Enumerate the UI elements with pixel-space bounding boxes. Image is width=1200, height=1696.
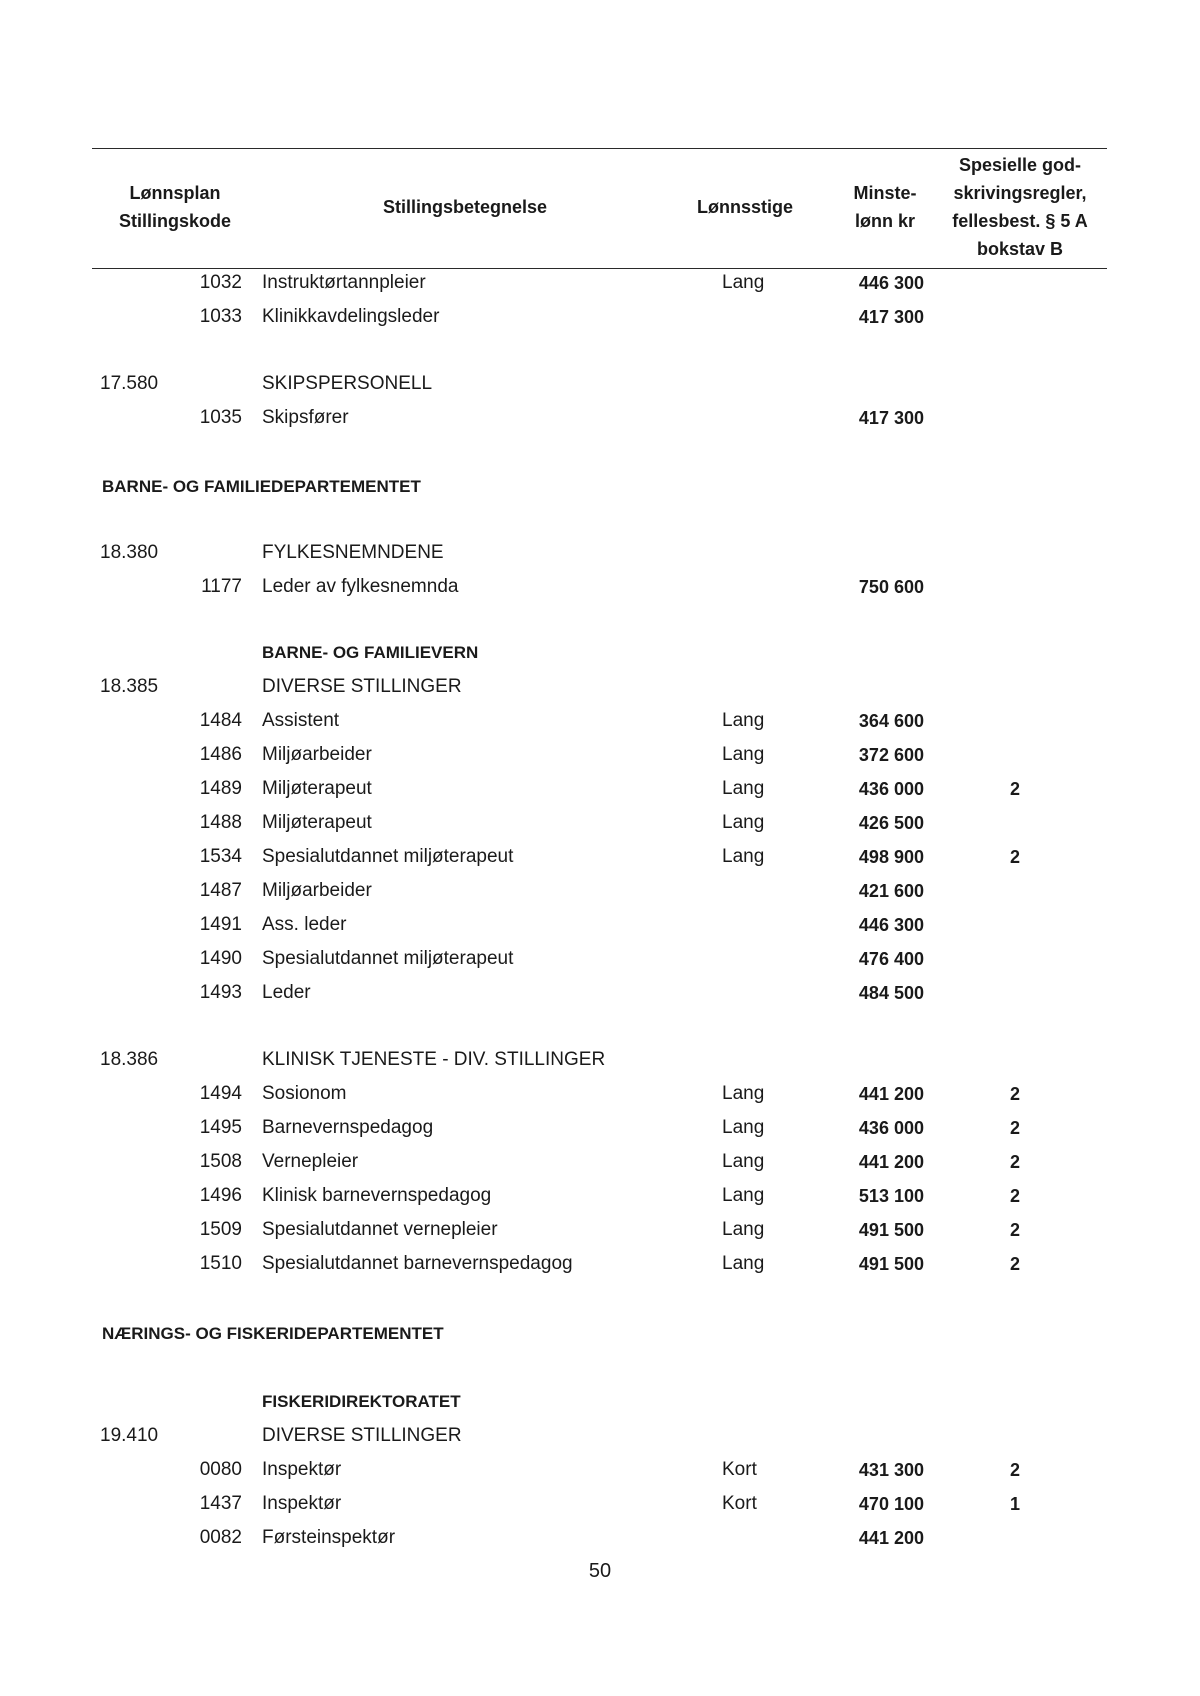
minstelonn: 431 300 xyxy=(858,1460,924,1480)
spesielle-regler: 2 xyxy=(1010,847,1021,867)
minstelonn: 436 000 xyxy=(858,779,924,799)
section-title: DIVERSE STILLINGER xyxy=(262,676,462,697)
lonnsplan-code: 18.386 xyxy=(100,1049,159,1070)
stillingsbetegnelse: Klinikkavdelingsleder xyxy=(262,306,440,327)
minstelonn: 417 300 xyxy=(858,408,924,428)
stillingsbetegnelse: Vernepleier xyxy=(262,1151,359,1172)
lonnsstige: Lang xyxy=(722,744,765,765)
minstelonn: 476 400 xyxy=(858,949,924,969)
minstelonn: 491 500 xyxy=(858,1254,924,1274)
section-row xyxy=(0,369,1200,399)
stillingsbetegnelse: Inspektør xyxy=(262,1459,342,1480)
lonnsstige: Lang xyxy=(722,1219,765,1240)
lonnsstige: Lang xyxy=(722,1151,765,1172)
table-row xyxy=(0,808,1200,838)
minstelonn: 441 200 xyxy=(858,1084,924,1104)
stillingskode: 0082 xyxy=(199,1527,242,1548)
header-stillingskode: Stillingskode xyxy=(118,211,232,231)
minstelonn: 441 200 xyxy=(858,1152,924,1172)
stillingskode: 1494 xyxy=(199,1083,242,1104)
stillingskode: 1493 xyxy=(199,982,242,1003)
lonnsplan-code: 18.385 xyxy=(100,676,159,697)
stillingsbetegnelse: Klinisk barnevernspedagog xyxy=(262,1185,492,1206)
stillingskode: 1488 xyxy=(199,812,242,833)
stillingsbetegnelse: Leder av fylkesnemnda xyxy=(262,576,459,597)
header-spesielle-line2: skrivingsregler, xyxy=(953,183,1087,203)
page-number: 50 xyxy=(588,1560,612,1582)
table-row xyxy=(0,1079,1200,1109)
header-spesielle-line4: bokstav B xyxy=(976,239,1064,259)
table-row xyxy=(0,302,1200,332)
table-row xyxy=(0,944,1200,974)
stillingskode: 1487 xyxy=(199,880,242,901)
stillingsbetegnelse: Førsteinspektør xyxy=(262,1527,396,1548)
table-row xyxy=(0,842,1200,872)
subsection-row xyxy=(0,1387,1200,1417)
minstelonn: 426 500 xyxy=(858,813,924,833)
lonnsstige: Lang xyxy=(722,812,765,833)
table-row xyxy=(0,774,1200,804)
stillingsbetegnelse: Ass. leder xyxy=(262,914,347,935)
minstelonn: 484 500 xyxy=(858,983,924,1003)
stillingsbetegnelse: Skipsfører xyxy=(262,407,349,428)
stillingskode: 1510 xyxy=(199,1253,242,1274)
header-spesielle-line3: fellesbest. § 5 A xyxy=(952,211,1088,231)
section-title: KLINISK TJENESTE - DIV. STILLINGER xyxy=(262,1049,606,1070)
stillingskode: 1033 xyxy=(199,306,242,327)
minstelonn: 436 000 xyxy=(858,1118,924,1138)
spesielle-regler: 2 xyxy=(1010,1186,1021,1206)
lonnsstige: Lang xyxy=(722,1253,765,1274)
minstelonn: 372 600 xyxy=(858,745,924,765)
stillingskode: 1509 xyxy=(199,1219,242,1240)
stillingskode: 1490 xyxy=(199,948,242,969)
lonnsstige: Lang xyxy=(722,846,765,867)
table-row xyxy=(0,1249,1200,1279)
stillingsbetegnelse: Miljøterapeut xyxy=(262,812,372,833)
spesielle-regler: 2 xyxy=(1010,1118,1021,1138)
subsection-row xyxy=(0,638,1200,668)
minstelonn: 750 600 xyxy=(858,577,924,597)
header-stillingsbetegnelse: Stillingsbetegnelse xyxy=(382,197,548,217)
header-top-rule xyxy=(92,148,1107,149)
spesielle-regler: 2 xyxy=(1010,1220,1021,1240)
lonnsstige: Lang xyxy=(722,1117,765,1138)
stillingsbetegnelse: Miljøterapeut xyxy=(262,778,372,799)
table-row xyxy=(0,403,1200,433)
department-heading: NÆRINGS- OG FISKERIDEPARTEMENTET xyxy=(102,1324,444,1343)
stillingskode: 1177 xyxy=(201,576,242,597)
spesielle-regler: 2 xyxy=(1010,1460,1021,1480)
stillingskode: 1484 xyxy=(199,710,242,731)
stillingskode: 1491 xyxy=(199,914,242,935)
table-row xyxy=(0,910,1200,940)
stillingskode: 1508 xyxy=(199,1151,242,1172)
section-row xyxy=(0,538,1200,568)
stillingskode: 1032 xyxy=(199,272,242,293)
stillingskode: 1496 xyxy=(199,1185,242,1206)
minstelonn: 441 200 xyxy=(858,1528,924,1548)
section-title: FYLKESNEMNDENE xyxy=(262,542,444,563)
stillingsbetegnelse: Spesialutdannet vernepleier xyxy=(262,1219,498,1240)
spesielle-regler: 2 xyxy=(1010,1084,1021,1104)
stillingsbetegnelse: Miljøarbeider xyxy=(262,744,372,765)
stillingsbetegnelse: Inspektør xyxy=(262,1493,342,1514)
table-row xyxy=(0,1523,1200,1553)
lonnsstige: Lang xyxy=(722,778,765,799)
table-row xyxy=(0,1113,1200,1143)
section-title: DIVERSE STILLINGER xyxy=(262,1425,462,1446)
minstelonn: 513 100 xyxy=(858,1186,924,1206)
header-minstelonn-line2: lønn kr xyxy=(854,211,915,231)
table-row xyxy=(0,1215,1200,1245)
stillingskode: 1495 xyxy=(199,1117,242,1138)
spesielle-regler: 2 xyxy=(1010,1254,1021,1274)
department-heading: BARNE- OG FAMILIEDEPARTEMENTET xyxy=(102,477,421,496)
stillingsbetegnelse: Spesialutdannet miljøterapeut xyxy=(262,846,514,867)
table-row xyxy=(0,1489,1200,1519)
stillingsbetegnelse: Spesialutdannet barnevernspedagog xyxy=(262,1253,573,1274)
stillingskode: 1489 xyxy=(199,778,242,799)
header-lonnsplan: Lønnsplan xyxy=(129,183,221,203)
stillingskode: 1534 xyxy=(199,846,242,867)
lonnsplan-code: 18.380 xyxy=(100,542,159,563)
stillingsbetegnelse: Leder xyxy=(262,982,311,1003)
stillingsbetegnelse: Instruktørtannpleier xyxy=(262,272,426,293)
spesielle-regler: 2 xyxy=(1010,779,1021,799)
table-row xyxy=(0,740,1200,770)
stillingskode: 0080 xyxy=(199,1459,242,1480)
spesielle-regler: 1 xyxy=(1010,1494,1021,1514)
stillingsbetegnelse: Sosionom xyxy=(262,1083,347,1104)
subsection-title: BARNE- OG FAMILIEVERN xyxy=(262,643,479,662)
lonnsstige: Kort xyxy=(722,1493,757,1514)
minstelonn: 446 300 xyxy=(858,915,924,935)
stillingskode: 1486 xyxy=(199,744,242,765)
lonnsplan-code: 19.410 xyxy=(100,1425,159,1446)
lonnsstige: Lang xyxy=(722,272,765,293)
table-row xyxy=(0,978,1200,1008)
lonnsstige: Kort xyxy=(722,1459,757,1480)
section-title: SKIPSPERSONELL xyxy=(262,373,433,394)
table-row xyxy=(0,572,1200,602)
minstelonn: 446 300 xyxy=(858,273,924,293)
lonnsstige: Lang xyxy=(722,1185,765,1206)
stillingsbetegnelse: Assistent xyxy=(262,710,340,731)
table-row xyxy=(0,876,1200,906)
table-row xyxy=(0,706,1200,736)
lonnsstige: Lang xyxy=(722,710,765,731)
table-row xyxy=(0,268,1200,298)
minstelonn: 491 500 xyxy=(858,1220,924,1240)
spesielle-regler: 2 xyxy=(1010,1152,1021,1172)
stillingsbetegnelse: Miljøarbeider xyxy=(262,880,372,901)
stillingskode: 1437 xyxy=(199,1493,242,1514)
subsection-title: FISKERIDIREKTORATET xyxy=(262,1392,461,1411)
stillingskode: 1035 xyxy=(199,407,242,428)
section-row xyxy=(0,1045,1200,1075)
minstelonn: 364 600 xyxy=(858,711,924,731)
table-row xyxy=(0,1455,1200,1485)
header-minstelonn-line1: Minste- xyxy=(853,183,917,203)
lonnsstige: Lang xyxy=(722,1083,765,1104)
stillingsbetegnelse: Spesialutdannet miljøterapeut xyxy=(262,948,514,969)
minstelonn: 421 600 xyxy=(858,881,924,901)
table-row xyxy=(0,1147,1200,1177)
stillingsbetegnelse: Barnevernspedagog xyxy=(262,1117,434,1138)
table-row xyxy=(0,1181,1200,1211)
header-lonnsstige: Lønnsstige xyxy=(696,197,793,217)
lonnsplan-code: 17.580 xyxy=(100,373,159,394)
header-spesielle-line1: Spesielle god- xyxy=(958,155,1082,175)
section-row xyxy=(0,1421,1200,1451)
minstelonn: 417 300 xyxy=(858,307,924,327)
section-row xyxy=(0,672,1200,702)
minstelonn: 498 900 xyxy=(858,847,924,867)
minstelonn: 470 100 xyxy=(858,1494,924,1514)
